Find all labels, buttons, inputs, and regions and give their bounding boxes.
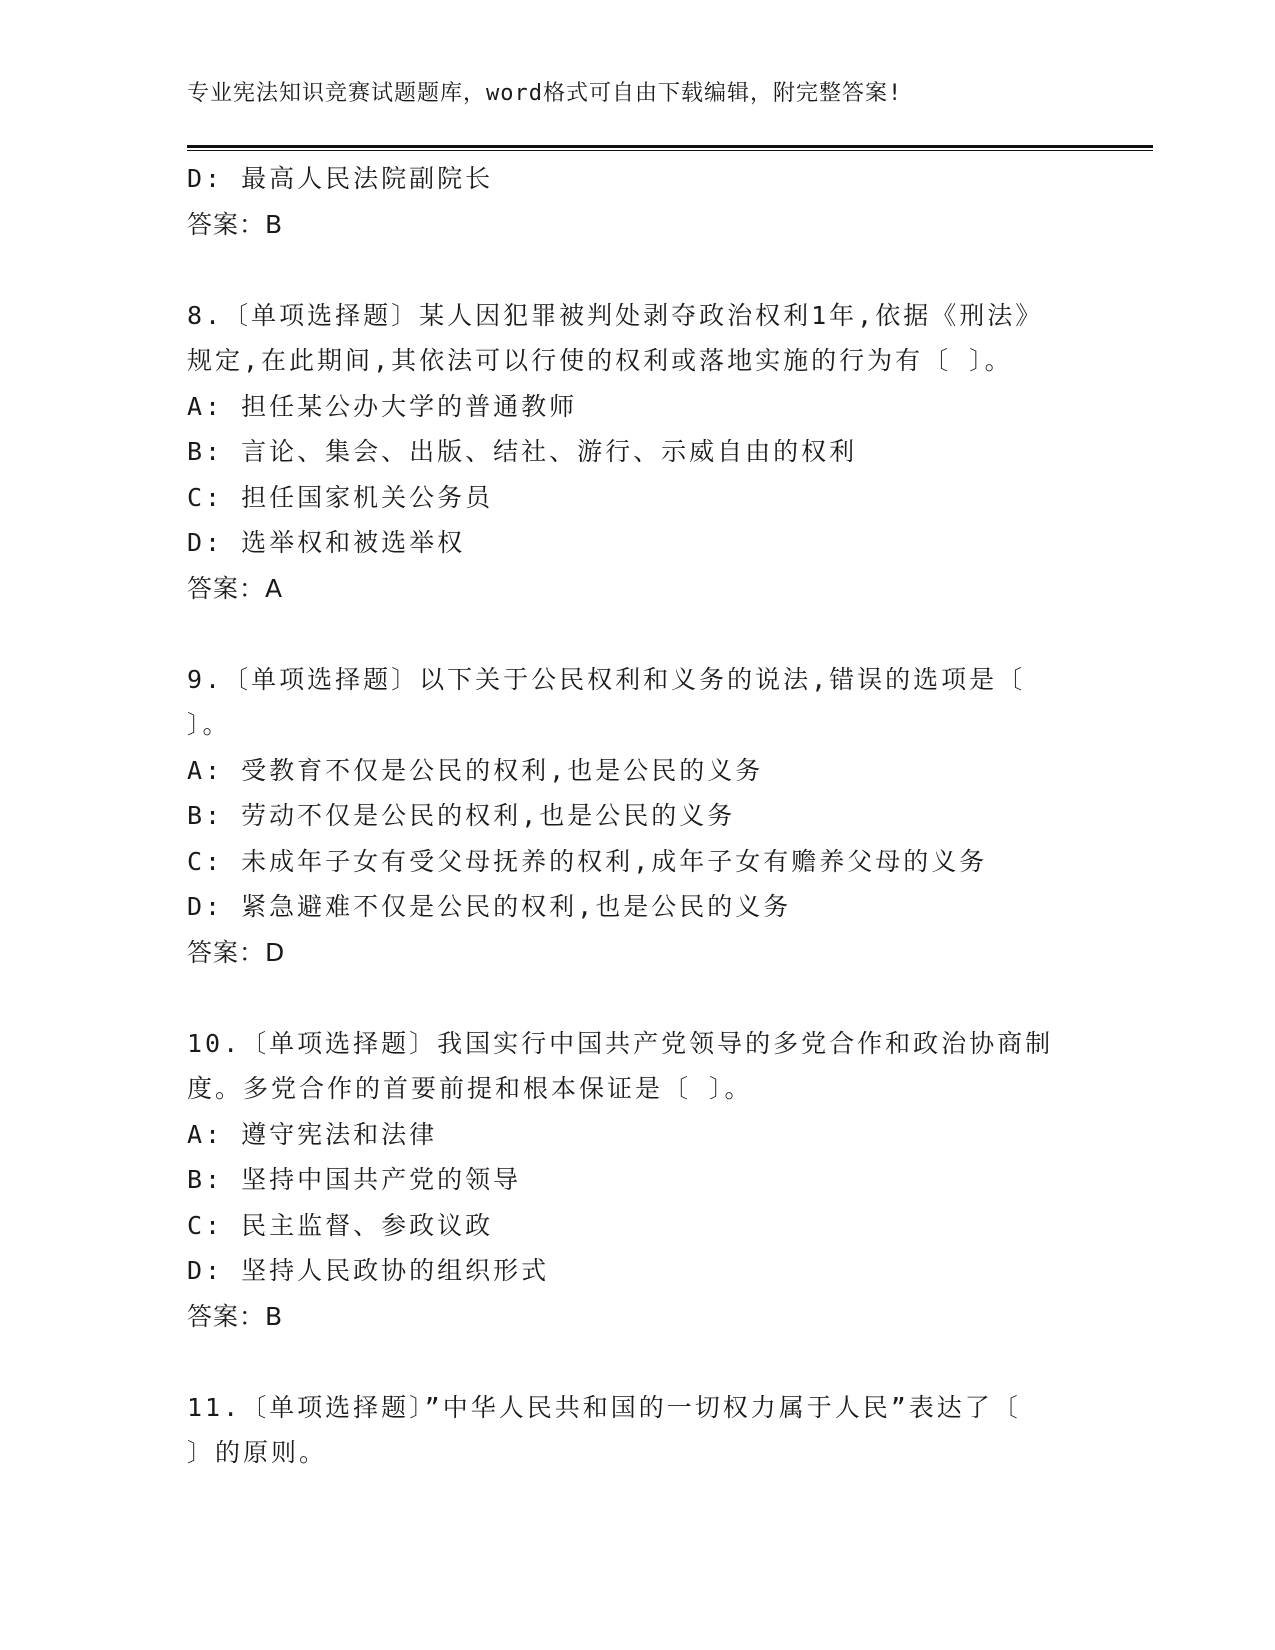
answer-line: 答案：B: [187, 1301, 284, 1331]
option-b: B: 劳动不仅是公民的权利,也是公民的义务: [187, 801, 736, 830]
question-block: [187, 1021, 1077, 1340]
question-block: [187, 1385, 1077, 1476]
question-stem: 〕。: [187, 710, 231, 739]
option-a: A: 受教育不仅是公民的权利,也是公民的义务: [187, 755, 764, 785]
option-a: A: 担任某公办大学的普通教师: [187, 391, 578, 421]
option-d: D: 选举权和被选举权: [187, 528, 466, 557]
question-stem: 11.〔单项选择题〕”中华人民共和国的一切权力属于人民”表达了〔: [187, 1392, 1021, 1422]
option-d: D: 最高人民法院副院长: [187, 164, 494, 193]
option-a: A: 遵守宪法和法律: [187, 1119, 438, 1149]
spacer: [187, 247, 1077, 293]
question-block: [187, 657, 1077, 976]
question-block: [187, 293, 1077, 612]
option-c: C: 民主监督、参政议政: [187, 1210, 494, 1240]
answer-line: 答案：D: [187, 937, 286, 967]
document-body: [187, 156, 1077, 1476]
question-stem: 度。多党合作的首要前提和根本保证是〔 〕。: [187, 1074, 753, 1103]
spacer: [187, 611, 1077, 657]
question-stem: 9.〔单项选择题〕以下关于公民权利和义务的说法,错误的选项是〔: [187, 664, 1026, 694]
page-header: 专业宪法知识竞赛试题题库，word格式可自由下载编辑，附完整答案!: [187, 81, 903, 106]
question-stem: 规定,在此期间,其依法可以行使的权利或落地实施的行为有〔 〕。: [187, 346, 1013, 375]
answer-line: 答案：A: [187, 573, 284, 603]
spacer: [187, 975, 1077, 1021]
option-d: D: 紧急避难不仅是公民的权利,也是公民的义务: [187, 892, 792, 921]
option-b: B: 坚持中国共产党的领导: [187, 1165, 522, 1194]
option-b: B: 言论、集会、出版、结社、游行、示威自由的权利: [187, 437, 858, 466]
question-stem: 8.〔单项选择题〕某人因犯罪被判处剥夺政治权利1年,依据《刑法》: [187, 300, 1044, 330]
spacer: [187, 1339, 1077, 1385]
header-rule-thin: [187, 150, 1153, 151]
question-stem: 〕的原则。: [187, 1438, 328, 1467]
answer-line: 答案：B: [187, 209, 284, 239]
option-c: C: 担任国家机关公务员: [187, 482, 494, 512]
option-c: C: 未成年子女有受父母抚养的权利,成年子女有赡养父母的义务: [187, 846, 988, 876]
header-rule-thick: [187, 145, 1153, 148]
option-d: D: 坚持人民政协的组织形式: [187, 1256, 550, 1285]
question-stem: 10.〔单项选择题〕我国实行中国共产党领导的多党合作和政治协商制: [187, 1028, 1054, 1058]
